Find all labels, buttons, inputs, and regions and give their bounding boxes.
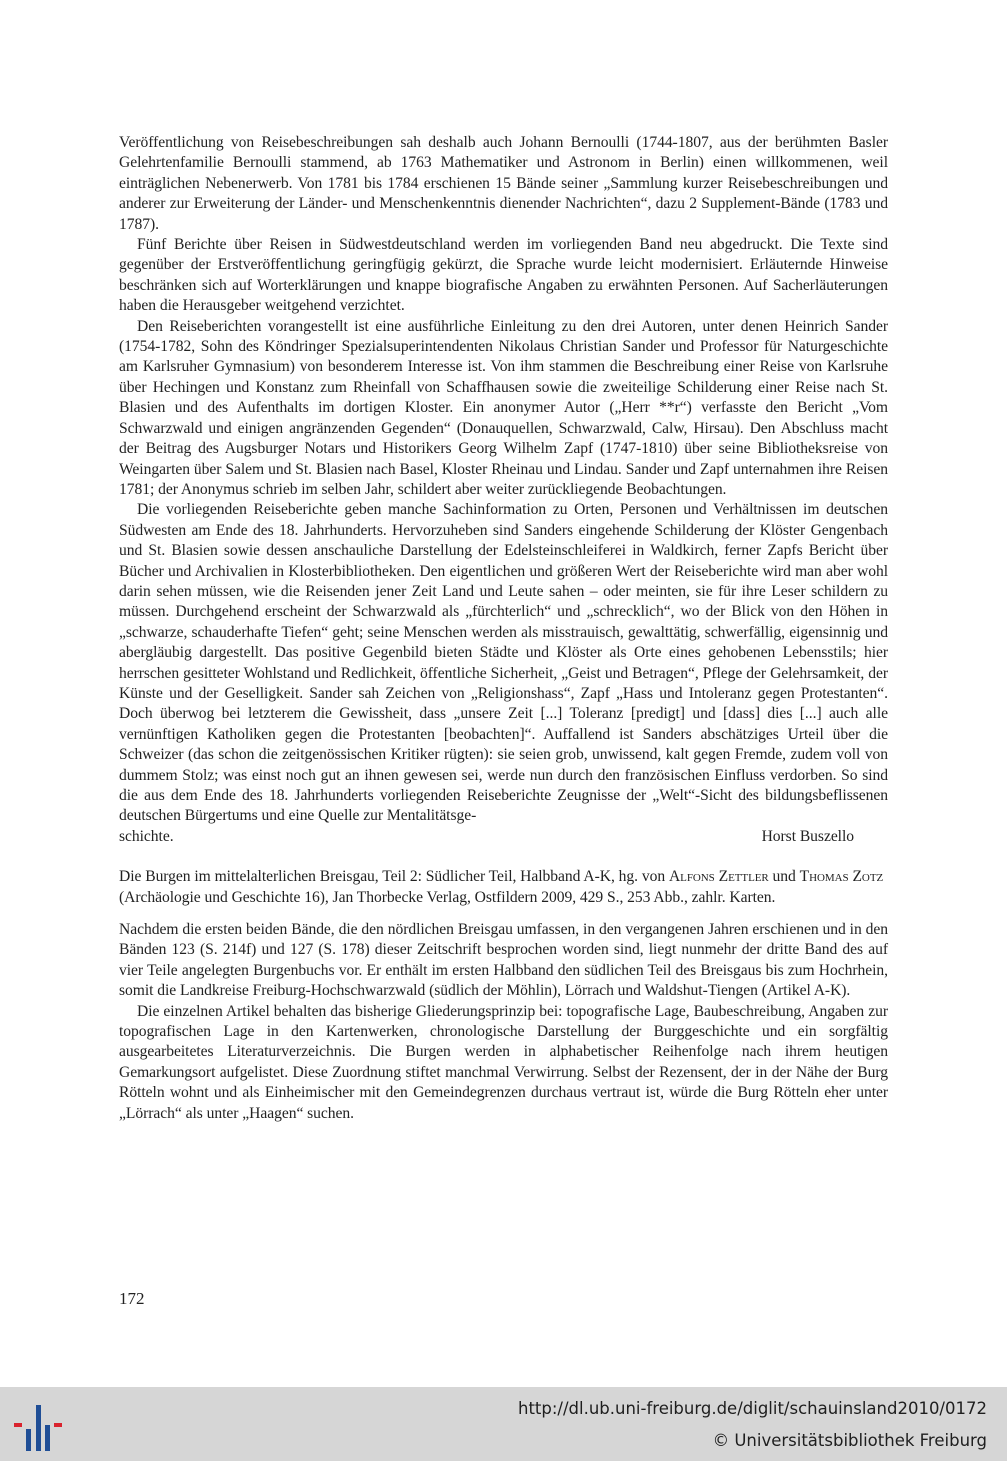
footer-bar bbox=[0, 1387, 1007, 1461]
review2-bibliographic-heading bbox=[119, 867, 888, 908]
review2-heading-part-b: und bbox=[768, 868, 800, 886]
review1-paragraph-3: Den Reiseberichten vorangestellt ist eine ausführliche Einleitung zu den drei Autoren, unter denen Heinrich Sander (1754-1782, Sohn des Köndringer Spezialsuperintendenten Nikolaus Christian Sander und Professor für Naturgeschichte am Karlsruher Gymnasium) von besonderem Interesse ist. Von ihm stammen die Beschreibung einer Reise von Karlsruhe über Hechingen und Konstanz zum Rheinfall von Schaffhausen sowie die zweiteilige Schilderung einer Reise nach St. Blasien und des Aufenthalts im dortigen Kloster. Ein anonymer Autor („Herr **r“) verfasste den Bericht „Vom Schwarzwald und einigen angränzenden Gegenden“ (Donauquellen, Schwarzwald, Calw, Hirsau). Den Abschluss macht der Beitrag des Augsburger Notars und Historikers Georg Wilhelm Zapf (1747-1810) über seine Bibliotheksreise von Weingarten über Salem und St. Blasien nach Basel, Kloster Rheinau und Lindau. Sander und Zapf unternahmen ihre Reisen 1781; der Anonymus schrieb im selben Jahr, schildert aber weiter zurückliegende Beobachtungen. bbox=[119, 317, 888, 498]
copyright-text: © Universitätsbibliothek Freiburg bbox=[712, 1431, 987, 1450]
review2-heading-part-a: Die Burgen im mittelalterlichen Breisgau, Teil 2: Südlicher Teil, Halbband A-K, hg. von bbox=[119, 868, 669, 886]
editor-name-2: Thomas Zotz bbox=[799, 868, 884, 886]
review1-paragraph-4: Die vorliegenden Reiseberichte geben manche Sachinformation zu Orten, Personen und Verhältnissen im deutschen Südwesten am Ende des 18. Jahrhunderts. Hervorzuheben sind Sanders eingehende Schilderung der Klöster Gengenbach und St. Blasien sowie dessen anschauliche Darstellung der Edelsteinschleiferei in Waldkirch, ferner Zapfs Bericht über Bücher und Archivalien in Klosterbibliotheken. Den eigentlichen und größeren Wert der Reiseberichte wird man aber wohl darin sehen müssen, wie die Reisenden jener Zeit Land und Leute sahen – oder meinten, sie für ihre Leser schildern zu müssen. Durchgehend erscheint der Schwarzwald als „fürchterlich“ und „schrecklich“, wo der Blick von den Höhen in „schwarze, schauderhafte Tiefen“ geht; seine Menschen werden als misstrauisch, gewalttätig, schwerfällig, eigensinnig und abergläubig dargestellt. Das positive Gegenbild bieten Städte und Klöster als Orte eines gehobenen Lebensstils; hier herrschen gesitteter Wohlstand und Redlichkeit, öffentliche Sicherheit, „Geist und Betragen“, Pflege der Gelehrsamkeit, der Künste und der Geselligkeit. Sander sah Zeichen von „Religionshass“, Zapf „Hass und Intoleranz gegen Protestanten“. Doch überwog bei letzterem die Gewissheit, dass „unsere Zeit [...] Toleranz [predigt] und [dass] dies [...] auch alle vernünftigen Katholiken gegen die Protestanten [beobachten]“. Auffallend ist Sanders abschätziges Urteil über die Schweizer (das schon die zeitgenössischen Kritiker rügten): sie seien grob, unwissend, kalt gegen Fremde, zudem voll von dummem Stolz; was einst noch gut an ihnen gewesen sei, werde nun durch den französischen Einfluss verdorben. So sind die aus dem Ende des 18. Jahrhunderts vorliegenden Reiseberichte Zeugnisse der „Welt“-Sicht des bildungsbeflissenen deutschen Bürgertums und eine Quelle zur Mentalitätsge- bbox=[119, 501, 888, 825]
review2-paragraph-2: Die einzelnen Artikel behalten das bisherige Gliederungsprinzip bei: topografische Lage, Baubeschreibung, Angaben zur topografischen Lage in den Kartenwerken, chronologische Darstellung der Burggeschichte und ein sorgfältig ausgearbeitetes Literaturverzeichnis. Die Burgen werden in alphabetischer Reihenfolge nach ihrem heutigen Gemarkungsort aufgelistet. Diese Zuordnung stiftet manchmal Verwirrung. Selbst der Rezensent, der in der Nähe der Burg Rötteln wohnt und als Einheimischer mit den Gemeindegrenzen durchaus vertraut ist, würde die Burg Rötteln eher unter „Lörrach“ als unter „Haagen“ suchen. bbox=[119, 1002, 888, 1122]
ub-freiburg-logo-icon bbox=[14, 1403, 64, 1453]
document-url-link[interactable]: http://dl.ub.uni-freiburg.de/diglit/schauinsland2010/0172 bbox=[517, 1399, 987, 1418]
page-number: 172 bbox=[119, 1289, 145, 1308]
review1-paragraph-2: Fünf Berichte über Reisen in Südwestdeutschland werden im vorliegenden Band neu abgedruckt. Die Texte sind gegenüber der Erstveröffentlichung geringfügig gekürzt, die Sprache wurde leicht modernisiert. Erläuternde Hinweise beschränken sich auf Worterklärungen und knappe biografische Angaben zu erwähnten Personen. Auf Sacherläuterungen haben die Herausgeber weitgehend verzichtet. bbox=[119, 236, 888, 315]
review2-paragraph-1: Nachdem die ersten beiden Bände, die den nördlichen Breisgau umfassen, in den vergangenen Jahren erschienen und in den Bänden 123 (S. 214f) und 127 (S. 178) dieser Zeitschrift besprochen worden sind, liegt nunmehr der dritte Band des auf vier Teile angelegten Burgenbuchs vor. Er enthält im ersten Halbband den südlichen Teil des Breisgaus bis zum Hochrhein, somit die Landkreise Freiburg-Hochschwarzwald (südlich der Möhlin), Lörrach und Waldshut-Tiengen (Artikel A-K). bbox=[119, 921, 888, 1000]
review1-paragraph-4-end: schichte. bbox=[119, 827, 174, 845]
reviewer-name: Horst Buszello bbox=[761, 827, 854, 845]
document-body bbox=[119, 133, 888, 1124]
review1-paragraph-1: Veröffentlichung von Reisebeschreibungen sah deshalb auch Johann Bernoulli (1744-1807, aus der berühmten Basler Gelehrtenfamilie Bernoulli stammend, ab 1763 Mathematiker und Astronom in Berlin) einen willkommenen, weil einträglichen Nebenerwerb. Von 1781 bis 1784 erschienen 15 Bände seiner „Sammlung kurzer Reisebeschreibungen und anderer zur Erweiterung der Länder- und Menschenkenntnis dienender Nachrichten“, dazu 2 Supplement-Bände (1783 und 1787). bbox=[119, 134, 888, 233]
review2-heading-part-c: (Archäologie und Geschichte 16), Jan Thorbecke Verlag, Ostfildern 2009, 429 S., 253 Abb., zahlr. Karten. bbox=[119, 888, 776, 906]
editor-name-1: Alfons Zettler bbox=[668, 868, 769, 886]
review1-closing-line bbox=[119, 827, 888, 847]
